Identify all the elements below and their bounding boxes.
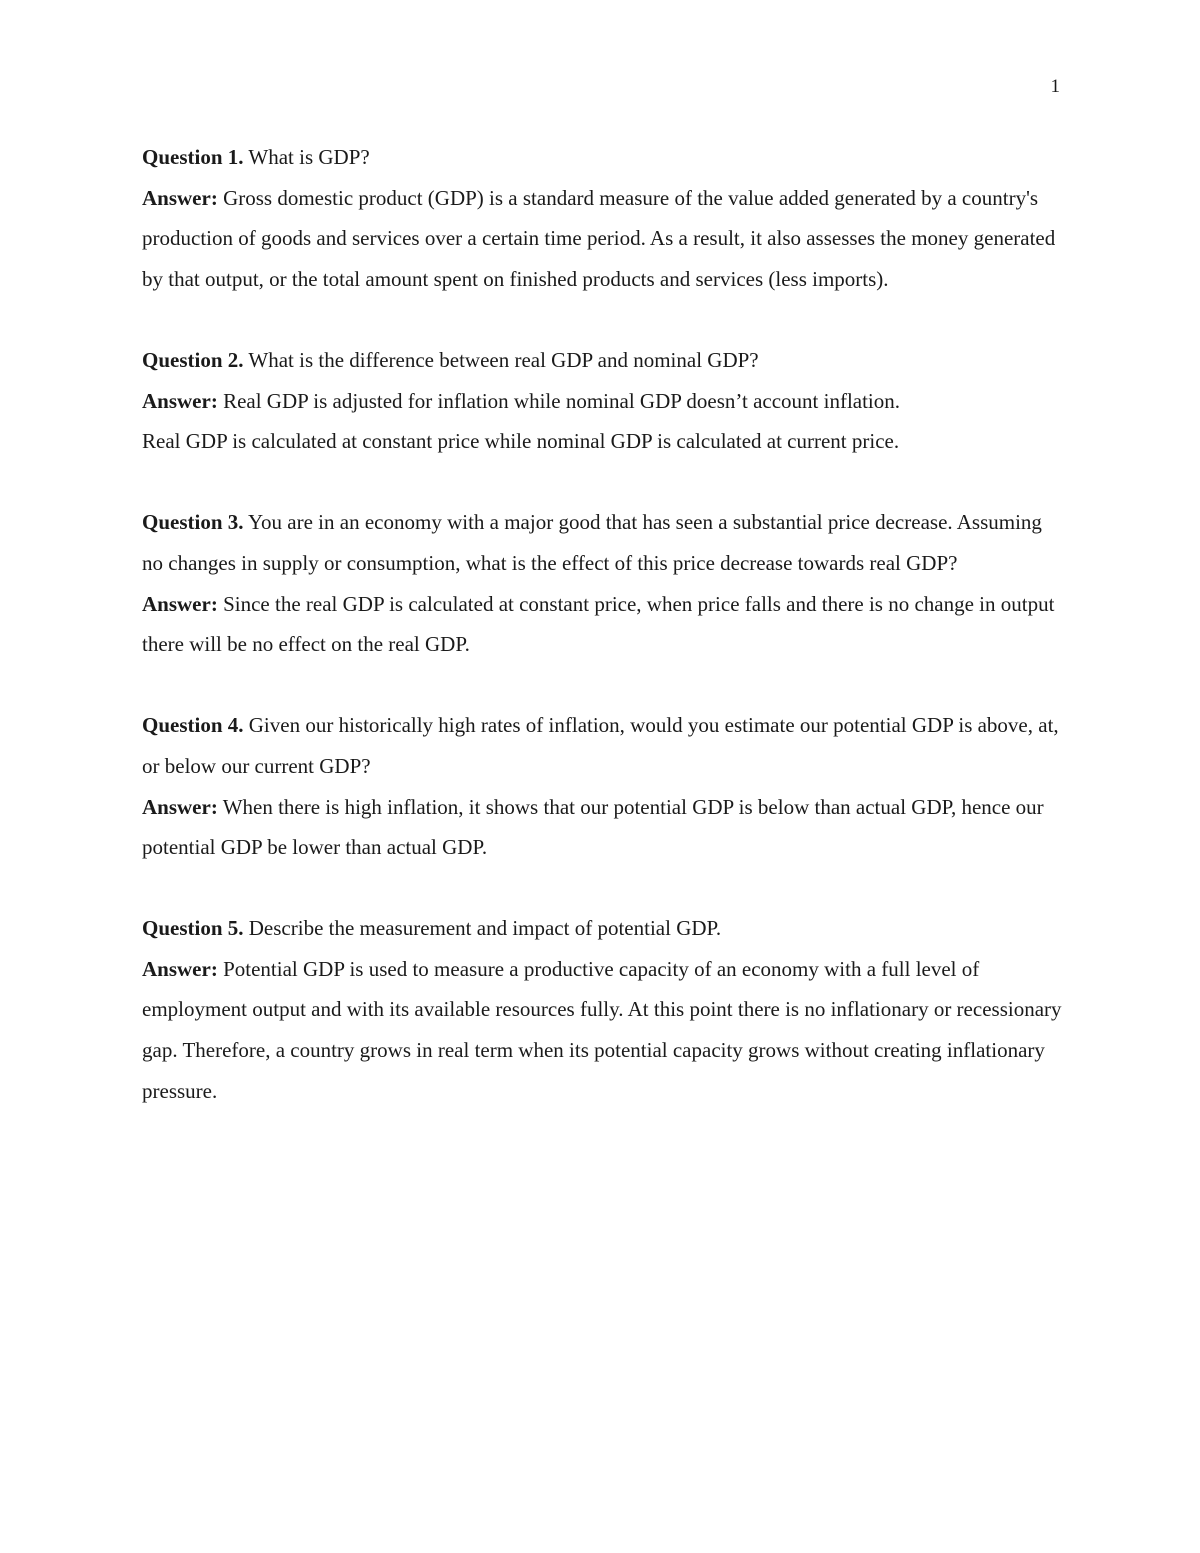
question-4 — [142, 705, 1062, 786]
question-3 — [142, 502, 1062, 583]
question-text: Describe the measurement and impact of potential GDP. — [243, 916, 722, 941]
question-text: You are in an economy with a major good that has seen a substantial price decrease. Assuming no changes in supply or consumption, what is the effect of this price decrease towards real GDP? — [142, 510, 1042, 575]
answer-label: Answer: — [142, 388, 218, 413]
answer-text: When there is high inflation, it shows that our potential GDP is below than actual GDP, hence our potential GDP be lower than actual GDP. — [142, 794, 1044, 860]
question-text: Given our historically high rates of inflation, would you estimate our potential GDP is above, at, or below our current GDP? — [142, 713, 1059, 778]
qa-block-3 — [142, 502, 1062, 664]
answer-1 — [142, 178, 1062, 300]
answer-4 — [142, 787, 1062, 868]
answer-label: Answer: — [142, 794, 218, 819]
answer-5 — [142, 949, 1062, 1111]
qa-block-1 — [142, 137, 1062, 299]
qa-block-2 — [142, 340, 1062, 462]
question-text: What is the difference between real GDP and nominal GDP? — [243, 347, 759, 372]
answer-label: Answer: — [142, 956, 218, 981]
question-label: Question 3. — [142, 510, 244, 535]
question-5 — [142, 908, 1062, 949]
question-label: Question 5. — [142, 916, 244, 941]
question-label: Question 4. — [142, 713, 244, 738]
question-label: Question 1. — [142, 145, 244, 169]
qa-block-4 — [142, 705, 1062, 867]
answer-text: Potential GDP is used to measure a productive capacity of an economy with a full level of employment output and with its available resources fully. At this point there is no inflationary or recessionary gap. Therefore, a country grows in real term when its potential capacity grows without creating inflationary pressure. — [142, 956, 1062, 1103]
qa-block-5 — [142, 908, 1062, 1111]
answer-2 — [142, 381, 1062, 422]
answer-text: Gross domestic product (GDP) is a standard measure of the value added generated by a country's production of goods and services over a certain time period. As a result, it also assesses the money generated by that output, or the total amount spent on finished products and services (less imports). — [142, 185, 1056, 291]
answer-label: Answer: — [142, 185, 218, 210]
answer-2-continuation: Real GDP is calculated at constant price while nominal GDP is calculated at current price. — [142, 429, 900, 454]
question-text: What is GDP? — [243, 145, 370, 169]
answer-label: Answer: — [142, 591, 218, 616]
question-1 — [142, 137, 1062, 178]
page-number: 1 — [1050, 76, 1060, 97]
document-body — [142, 137, 1062, 1111]
question-label: Question 2. — [142, 347, 244, 372]
answer-3 — [142, 584, 1062, 665]
answer-text: Real GDP is adjusted for inflation while nominal GDP doesn’t account inflation. — [217, 388, 901, 413]
question-2 — [142, 340, 1062, 381]
answer-text: Since the real GDP is calculated at constant price, when price falls and there is no change in output there will be no effect on the real GDP. — [142, 591, 1055, 657]
